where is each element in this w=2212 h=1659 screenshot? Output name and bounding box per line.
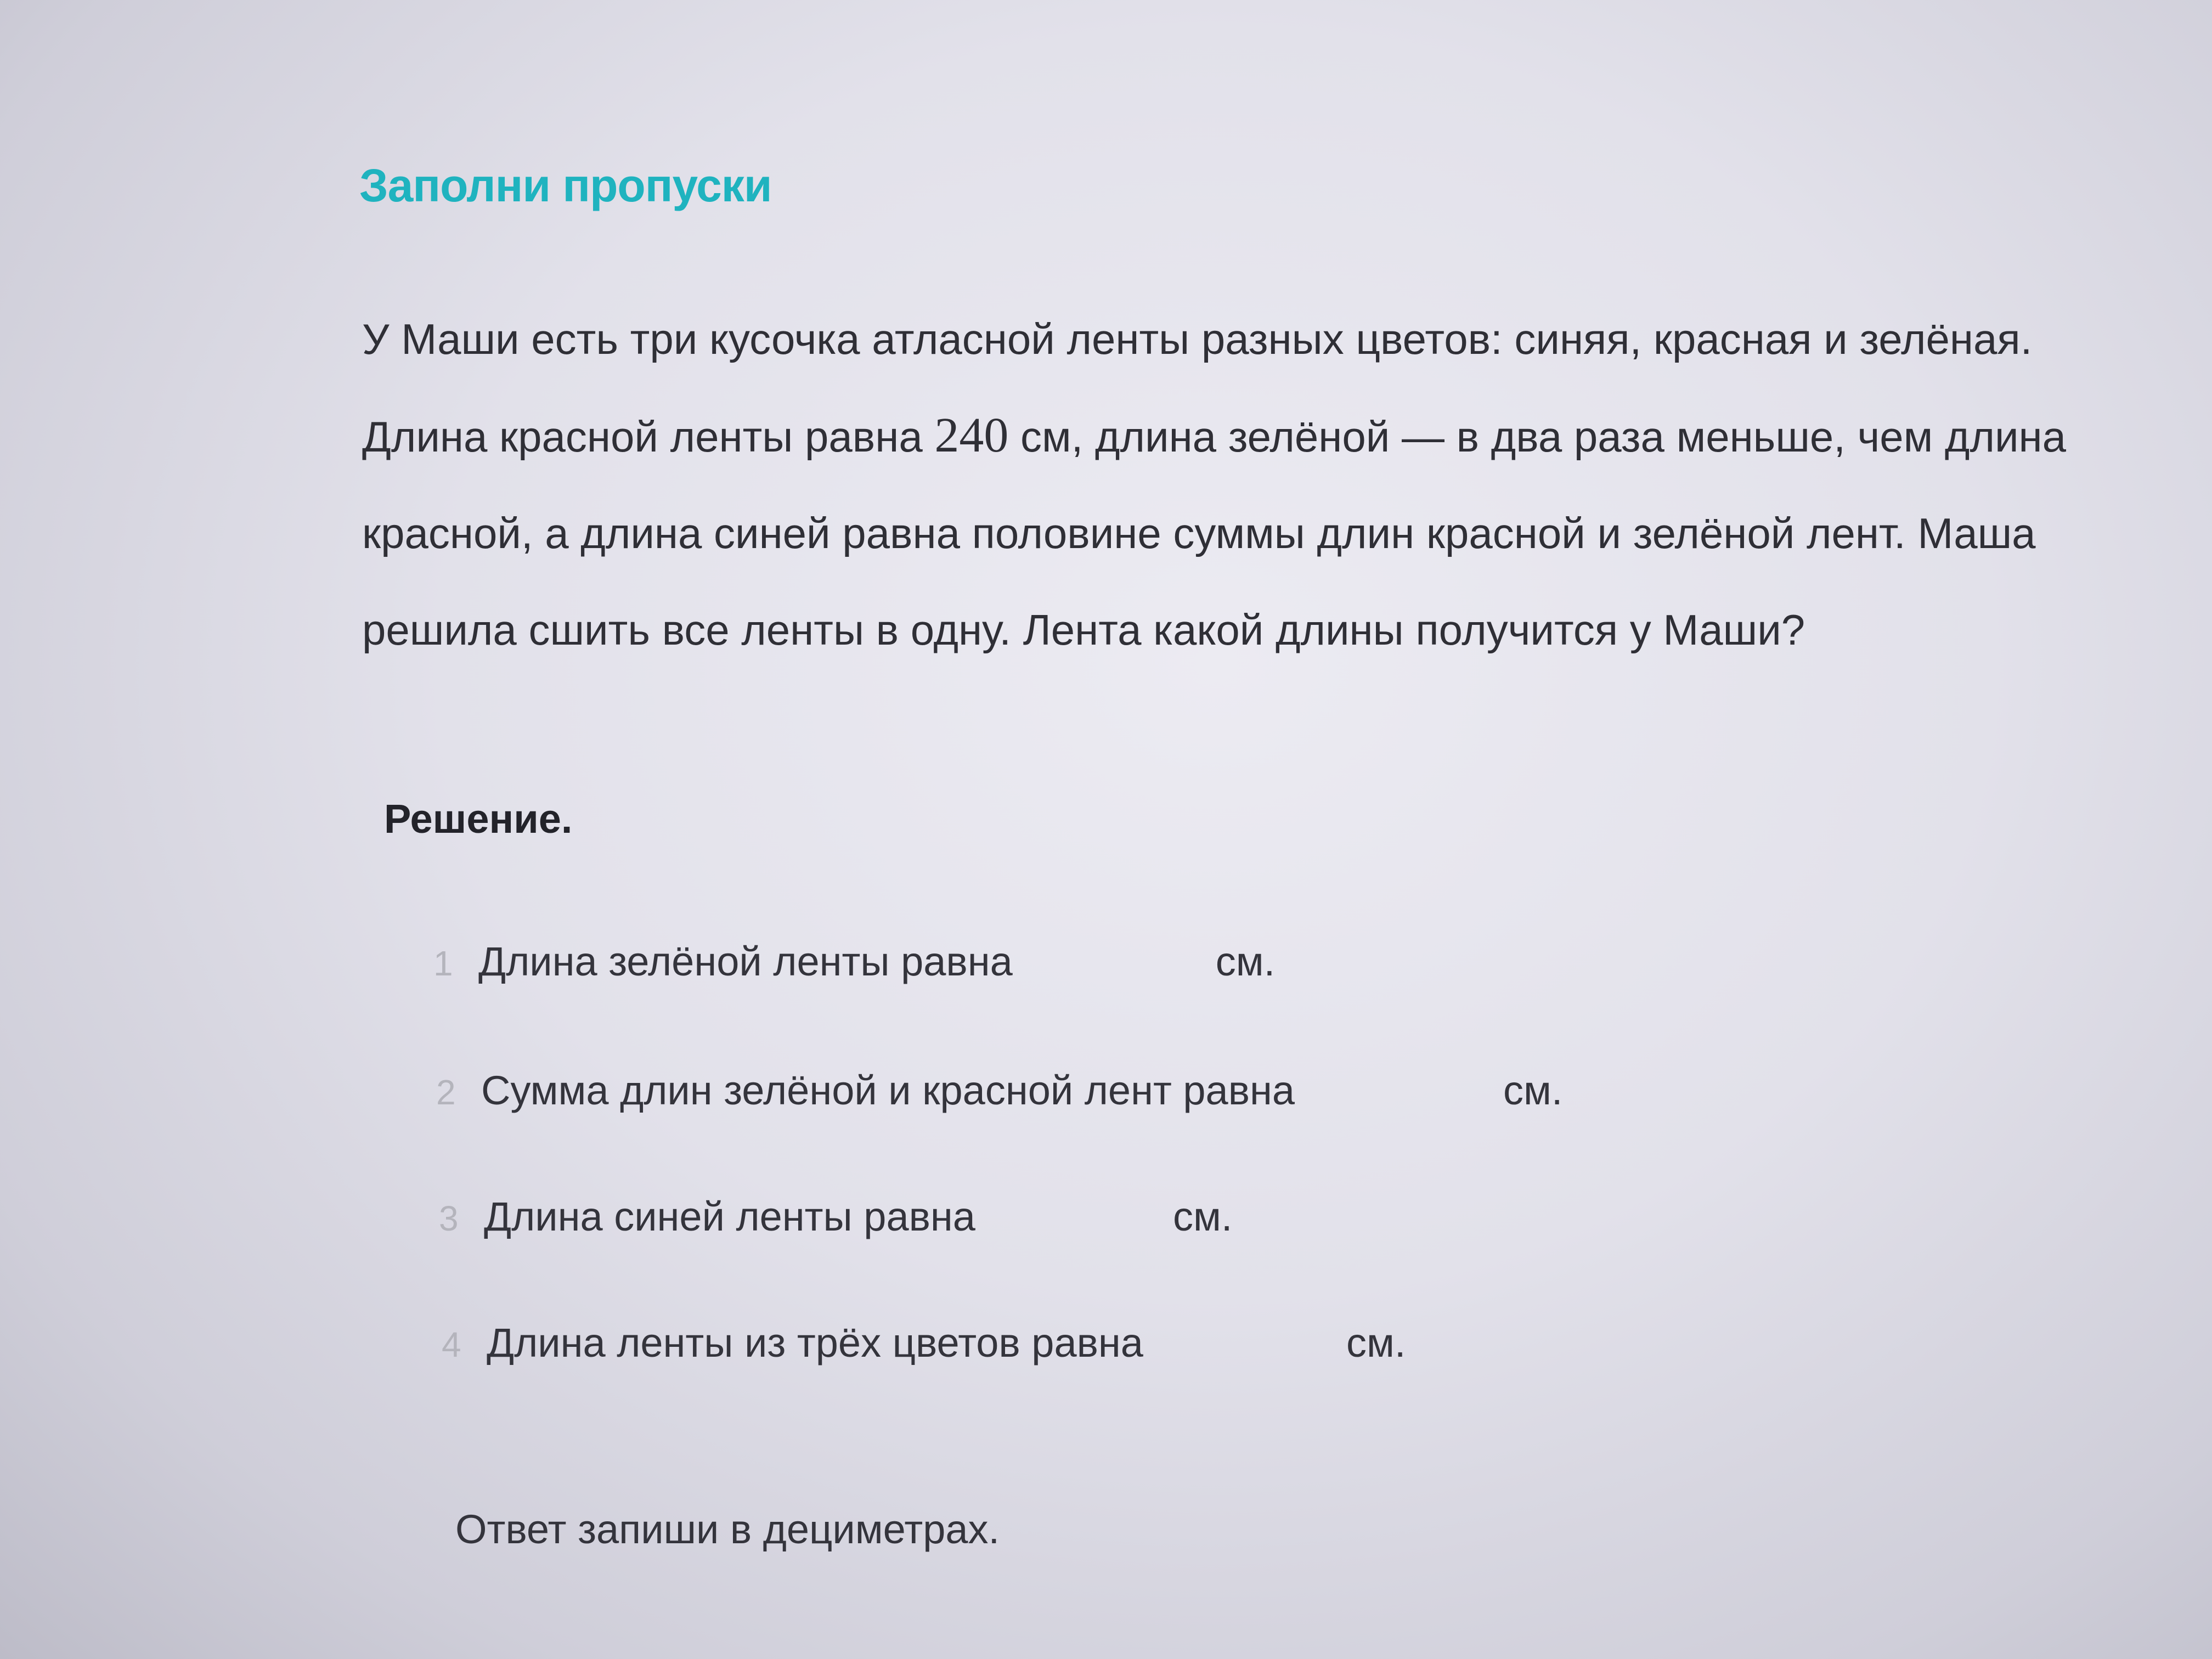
- step-text: Длина зелёной ленты равна: [478, 939, 1013, 984]
- solution-step: [433, 938, 1275, 985]
- step-index: 1: [433, 944, 453, 983]
- problem-text-end: см, длина зелёной — в два раза меньше, чем длина красной, а длина синей равна половине суммы длин красной и зелёной лент. Маша решила сшить все ленты в одну. Лента какой длины получится у Маши?: [362, 413, 2066, 654]
- answer-blank[interactable]: [1295, 1074, 1503, 1113]
- step-index: 3: [439, 1199, 459, 1238]
- answer-blank[interactable]: [1013, 945, 1216, 984]
- solution-step: [442, 1319, 1406, 1366]
- solution-step: [436, 1067, 1562, 1114]
- problem-text: [362, 291, 2096, 678]
- unit-label: см.: [1215, 939, 1276, 984]
- solution-step: [439, 1193, 1232, 1240]
- step-text: Длина синей ленты равна: [484, 1194, 975, 1239]
- step-index: 4: [442, 1325, 461, 1364]
- problem-text-start: У Маши есть три кусочка атласной ленты разных цветов: синяя, красная и зелёная. Длина красной ленты равна: [362, 315, 2033, 461]
- task-title: Заполни пропуски: [359, 160, 772, 211]
- answer-blank[interactable]: [1143, 1327, 1346, 1365]
- step-text: Длина ленты из трёх цветов равна: [487, 1320, 1143, 1365]
- answer-note: Ответ запиши в дециметрах.: [455, 1506, 1000, 1552]
- unit-label: см.: [1172, 1194, 1233, 1239]
- problem-number: 240: [934, 408, 1009, 462]
- step-text: Сумма длин зелёной и красной лент равна: [481, 1068, 1295, 1113]
- step-index: 2: [436, 1073, 456, 1112]
- unit-label: см.: [1346, 1320, 1406, 1365]
- answer-blank[interactable]: [975, 1200, 1173, 1239]
- unit-label: см.: [1503, 1068, 1563, 1113]
- solution-label: Решение.: [384, 796, 573, 842]
